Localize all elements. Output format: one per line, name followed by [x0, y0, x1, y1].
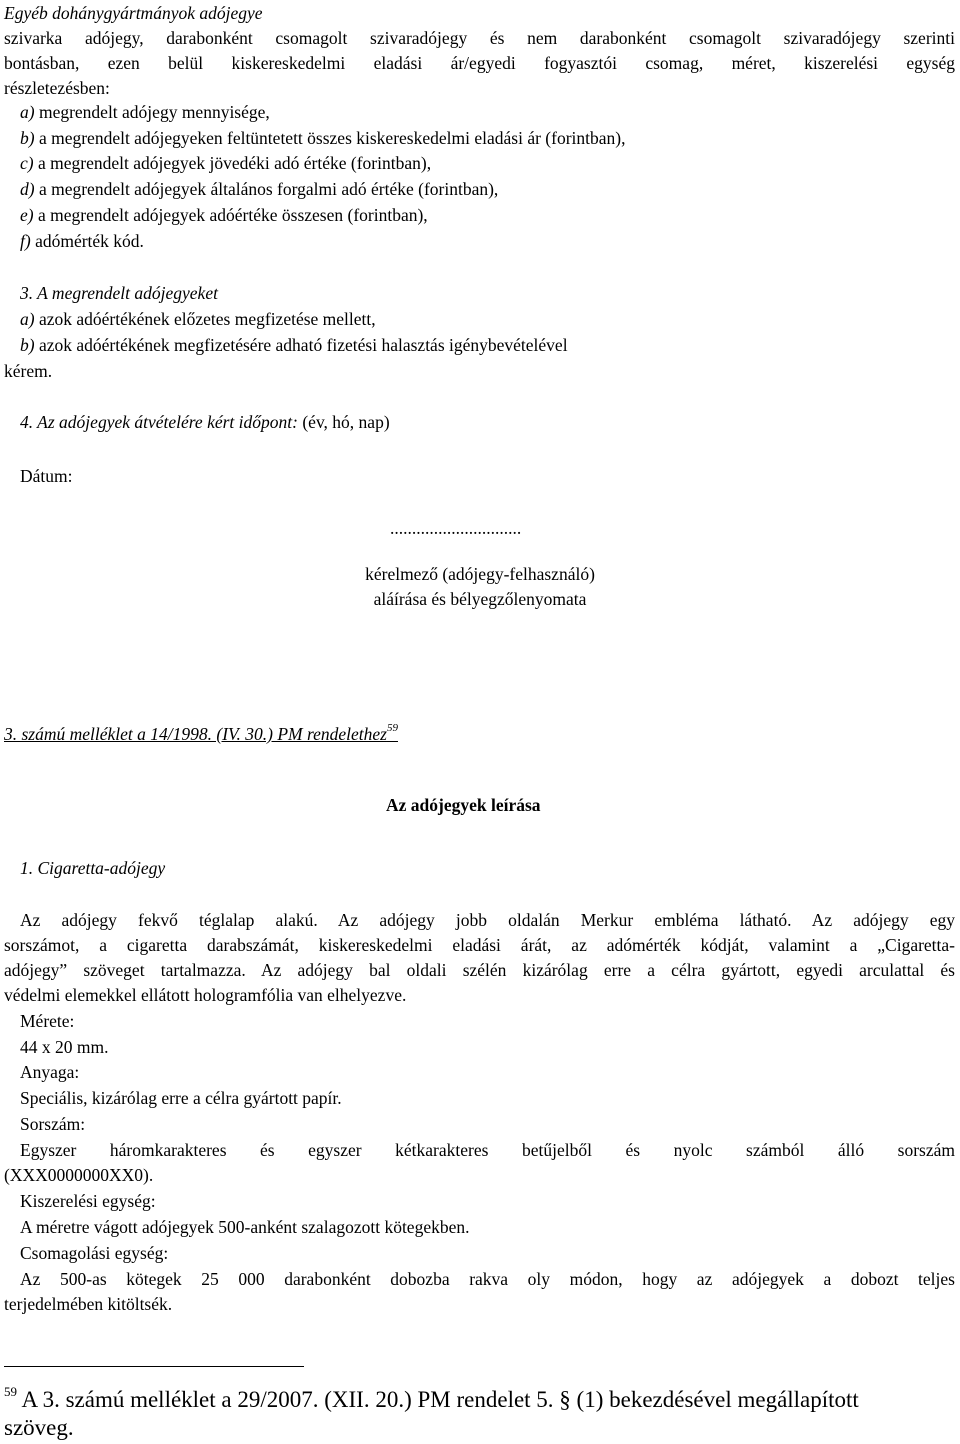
section4-line	[20, 414, 390, 432]
list-item	[20, 155, 431, 173]
list-item	[20, 207, 428, 225]
list-item	[20, 337, 568, 355]
item-text: azok adóértékének megfizetésére adható fizetési halasztás igénybevételével	[34, 335, 568, 355]
list-item	[20, 311, 376, 329]
item-text: a megrendelt adójegyek jövedéki adó értéke (forintban),	[33, 153, 432, 173]
item-letter: a)	[20, 309, 35, 329]
footnote	[4, 1385, 859, 1411]
item-text: azok adóértékének előzetes megfizetése mellett,	[34, 309, 376, 329]
field-value: terjedelmében kitöltsék.	[4, 1294, 173, 1314]
item-letter: a)	[20, 102, 35, 122]
signature-dots: ..............................	[390, 518, 522, 538]
item-text: adómérték kód.	[30, 231, 144, 251]
item-text: a megrendelt adójegyek adóértéke összesen (forintban),	[33, 205, 428, 225]
annex-title	[4, 723, 398, 744]
section4-suffix: (év, hó, nap)	[297, 412, 390, 432]
list-item	[20, 104, 270, 122]
footnote-text: A 3. számú melléklet a 29/2007. (XII. 20.) PM rendelet 5. § (1) bekezdésével megállapított	[17, 1387, 859, 1412]
field-label: Kiszerelési egység:	[20, 1191, 156, 1211]
section-heading: Egyéb dohánygyártmányok adójegye	[4, 3, 263, 23]
item-text: a megrendelt adójegyeken feltüntetett összes kiskereskedelmi eladási ár (forintban),	[34, 128, 626, 148]
paragraph-line: adójegy” szöveget tartalmazza. Az adójegy bal oldali szélén kizárólag erre a célra gyártott, egyedi arculattal és	[4, 960, 955, 980]
intro-line: bontásban, ezen belül kiskereskedelmi eladási ár/egyedi fogyasztói csomag, méret, kiszerelési egység	[4, 53, 955, 73]
intro-line: szivarka adójegy, darabonként csomagolt szivaradójegy és nem darabonként csomagolt szivaradójegy szerinti	[4, 28, 955, 48]
paragraph-line: Az adójegy fekvő téglalap alakú. Az adójegy jobb oldalán Merkur embléma látható. Az adójegy egy	[20, 910, 955, 930]
field-label: Mérete:	[20, 1011, 75, 1031]
item-letter: f)	[20, 231, 31, 251]
field-value: (XXX0000000XX0).	[4, 1165, 154, 1185]
closing-text: kérem.	[4, 361, 53, 381]
list-item	[20, 130, 625, 148]
section4-heading: 4. Az adójegyek átvételére kért időpont:	[20, 412, 298, 432]
item-text: a megrendelt adójegyek általános forgalmi adó értéke (forintban),	[34, 179, 499, 199]
field-label: Anyaga:	[20, 1062, 80, 1082]
signature-line: kérelmező (adójegy-felhasználó)	[365, 564, 595, 584]
field-value: Speciális, kizárólag erre a célra gyártott papír.	[20, 1088, 342, 1108]
item-text: megrendelt adójegy mennyisége,	[34, 102, 270, 122]
field-value: 44 x 20 mm.	[20, 1037, 109, 1057]
field-value: A méretre vágott adójegyek 500-anként szalagozott kötegekben.	[20, 1217, 470, 1237]
list-item	[20, 181, 498, 199]
intro-line: részletezésben:	[4, 78, 110, 98]
item-letter: b)	[20, 335, 35, 355]
list-item	[20, 233, 144, 251]
cigarette-heading: 1. Cigaretta-adójegy	[20, 858, 166, 878]
field-value: Az 500-as kötegek 25 000 darabonként dobozba rakva oly módon, hogy az adójegyek a dobozt teljes	[20, 1269, 955, 1289]
footnote-number: 59	[4, 1384, 17, 1399]
field-label: Csomagolási egység:	[20, 1243, 169, 1263]
field-label: Sorszám:	[20, 1114, 86, 1134]
item-letter: c)	[20, 153, 34, 173]
signature-line: aláírása és bélyegzőlenyomata	[373, 589, 587, 609]
item-letter: b)	[20, 128, 35, 148]
document-title: Az adójegyek leírása	[386, 795, 541, 815]
annex-title-text: 3. számú melléklet a 14/1998. (IV. 30.) PM rendelethez	[4, 724, 387, 744]
footnote-rule	[4, 1366, 304, 1367]
date-label: Dátum:	[20, 466, 73, 486]
footnote-text-continued: szöveg.	[4, 1415, 74, 1440]
paragraph-line: sorszámot, a cigaretta darabszámát, kiskereskedelmi eladási árát, az adómérték kódját, valamint a „Cigaretta-	[4, 935, 955, 955]
item-letter: e)	[20, 205, 34, 225]
footnote-reference: 59	[386, 722, 398, 734]
section3-heading: 3. A megrendelt adójegyeket	[20, 283, 218, 303]
paragraph-line: védelmi elemekkel ellátott hologramfólia van elhelyezve.	[4, 985, 407, 1005]
item-letter: d)	[20, 179, 35, 199]
field-value: Egyszer háromkarakteres és egyszer kétkarakteres betűjelből és nyolc számból álló sorszám	[20, 1140, 955, 1160]
